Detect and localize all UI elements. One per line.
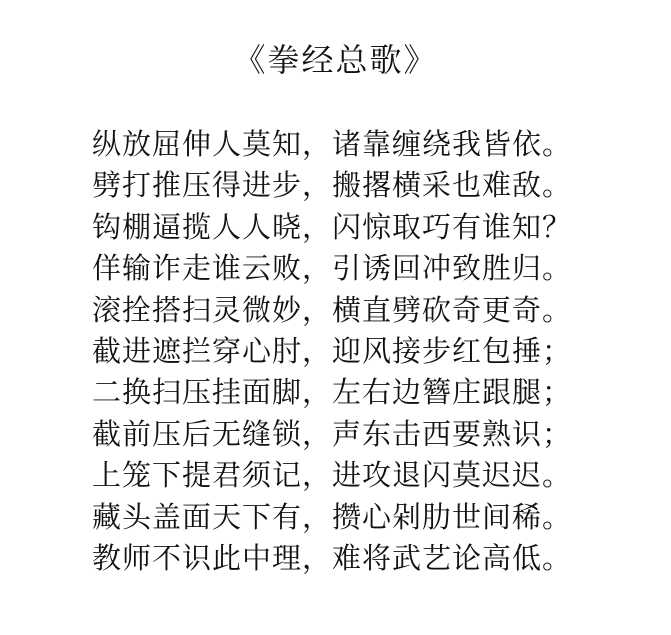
poem-line-8: 截前压后无缝锁，声东击西要熟识；: [92, 416, 573, 451]
poem-line-2: 劈打推压得进步，搬撂横采也难敌。: [92, 168, 573, 203]
poem-line-10: 藏头盖面天下有，攒心剁肋世间稀。: [92, 499, 573, 534]
poem-line-3: 钩棚逼揽人人晓，闪惊取巧有谁知？: [92, 209, 573, 244]
poem-line-6: 截进遮拦穿心肘，迎风接步红包捶；: [92, 333, 573, 368]
poem-line-7: 二换扫压挂面脚，左右边簪庄跟腿；: [92, 375, 573, 410]
poem-title: 《拳经总歌》: [233, 41, 438, 79]
poem-line-11: 教师不识此中理，难将武艺论高低。: [92, 540, 573, 575]
poem-line-9: 上笼下提君须记，进攻退闪莫迟迟。: [92, 458, 573, 493]
poem-body: [92, 124, 612, 579]
poem-line-5: 滚拴搭扫灵微妙，横直劈砍奇更奇。: [92, 292, 573, 327]
poem-line-1: 纵放屈伸人莫知，诸靠缠绕我皆依。: [92, 127, 573, 161]
poem-line-4: 佯输诈走谁云败，引诱回冲致胜归。: [92, 251, 573, 286]
